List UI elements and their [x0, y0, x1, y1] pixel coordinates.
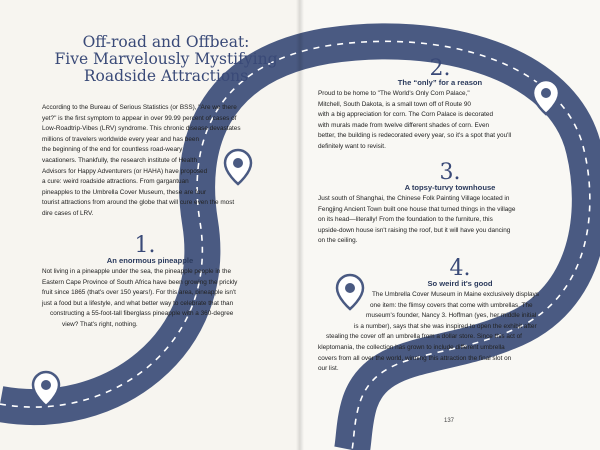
text-line: is a number), says that she was inspired to open the exhibit after	[354, 322, 537, 330]
section-heading: The “only” for a reason	[397, 78, 483, 87]
text-line: museum's founder, Nancy 3. Hoffman (yes, her middle initial	[366, 312, 537, 320]
text-line: dire cases of LRV.	[42, 209, 94, 217]
section-number: 2.	[429, 56, 451, 81]
text-line: on its head—literally! From the foundation to the furniture, this	[318, 216, 493, 224]
text-line: millions of travelers worldwide every year and has been	[42, 135, 200, 143]
text-line: with a big appreciation for corn. The Corn Palace is decorated	[318, 111, 494, 119]
text-line: one item: the flimsy covers that come with umbrellas. The	[370, 301, 533, 309]
intro-paragraph	[42, 103, 292, 220]
section-2-body	[318, 89, 580, 153]
text-line: upside-down house isn't raising the roof, but it will have you dancing	[318, 226, 511, 234]
text-line: view? That's right, nothing.	[62, 320, 138, 328]
text-line: constructing a 55-foot-tall fiberglass pineapple with a 360-degree	[50, 310, 234, 318]
page-title	[46, 34, 286, 85]
section-heading: A topsy-turvy townhouse	[404, 183, 496, 192]
text-line: Not living in a pineapple under the sea, the pineapple people in the	[42, 268, 232, 275]
section-heading: An enormous pineapple	[106, 256, 194, 265]
text-line: Fengjing Ancient Town built one house that turned things in the village	[318, 205, 516, 213]
section-number: 3.	[439, 160, 461, 185]
text-line: a cure: weird roadside attractions. From gargantuan	[42, 178, 189, 186]
title-line: Roadside Attractions	[83, 67, 249, 85]
section-number: 4.	[449, 256, 471, 281]
text-line: pineapples to the Umbrella Cover Museum, these are four	[42, 188, 207, 196]
text-line: on the ceiling.	[318, 237, 358, 245]
text-line: Advisors for Happy Adventurers (or HAHA) have proposed	[42, 167, 208, 175]
text-line: better, the building is redecorated every year, so it's a spot that you'll	[318, 132, 512, 140]
title-line: Five Marvelously Mystifying	[54, 50, 278, 68]
text-line: the beginning of the end for countless road-weary	[42, 146, 183, 154]
text-line: According to the Bureau of Serious Statistics (or BSS), "Are we there	[42, 104, 237, 111]
book-gutter	[296, 0, 304, 450]
page-number: 137	[444, 418, 455, 424]
section-4-body	[318, 290, 580, 375]
text-line: definitely want to revisit.	[318, 142, 386, 150]
text-line: tourist attractions from around the globe that will cure even the most	[42, 199, 235, 207]
text-line: kleptomania, the collection has grown to include different umbrella	[318, 343, 505, 351]
section-1-body	[42, 267, 294, 331]
text-line: vacationers. Thankfully, the research institute of Health	[42, 156, 197, 164]
section-3-body	[318, 194, 580, 247]
text-line: Low-Roadtrip-Vibes (LRV) syndrome. This chronic disease devastates	[42, 125, 241, 133]
text-line: Eastern Cape Province of South Africa have been growing the prickly	[42, 278, 238, 286]
text-line: our list.	[318, 365, 339, 373]
text-line: stealing the cover off an umbrella from a dollar store. Since this act of	[326, 333, 522, 341]
text-line: Proud to be home to "The World's Only Corn Palace,"	[318, 90, 470, 97]
text-line: just a food but a lifestyle, and what better way to celebrate that than	[42, 299, 234, 307]
text-line: covers from all over the world, winning this attraction the final slot on	[318, 354, 512, 362]
text-line: yet?" is the first symptom to appear in over 99.99 percent of cases of	[42, 114, 237, 122]
section-number: 1.	[134, 233, 156, 258]
text-line: with murals made from twelve different shades of corn. Even	[318, 121, 490, 129]
text-line: Mitchell, South Dakota, is a small town off of Route 90	[318, 100, 471, 108]
title-line: Off-road and Offbeat:	[82, 33, 250, 51]
section-heading: So weird it's good	[427, 279, 493, 288]
text-line: fruit since 1865 (that's over 150 years!). For this area, pineapple isn't	[42, 289, 236, 297]
text-line: The Umbrella Cover Museum in Maine exclusively displays	[372, 291, 539, 298]
text-line: Just south of Shanghai, the Chinese Folk Painting Village located in	[318, 195, 510, 202]
